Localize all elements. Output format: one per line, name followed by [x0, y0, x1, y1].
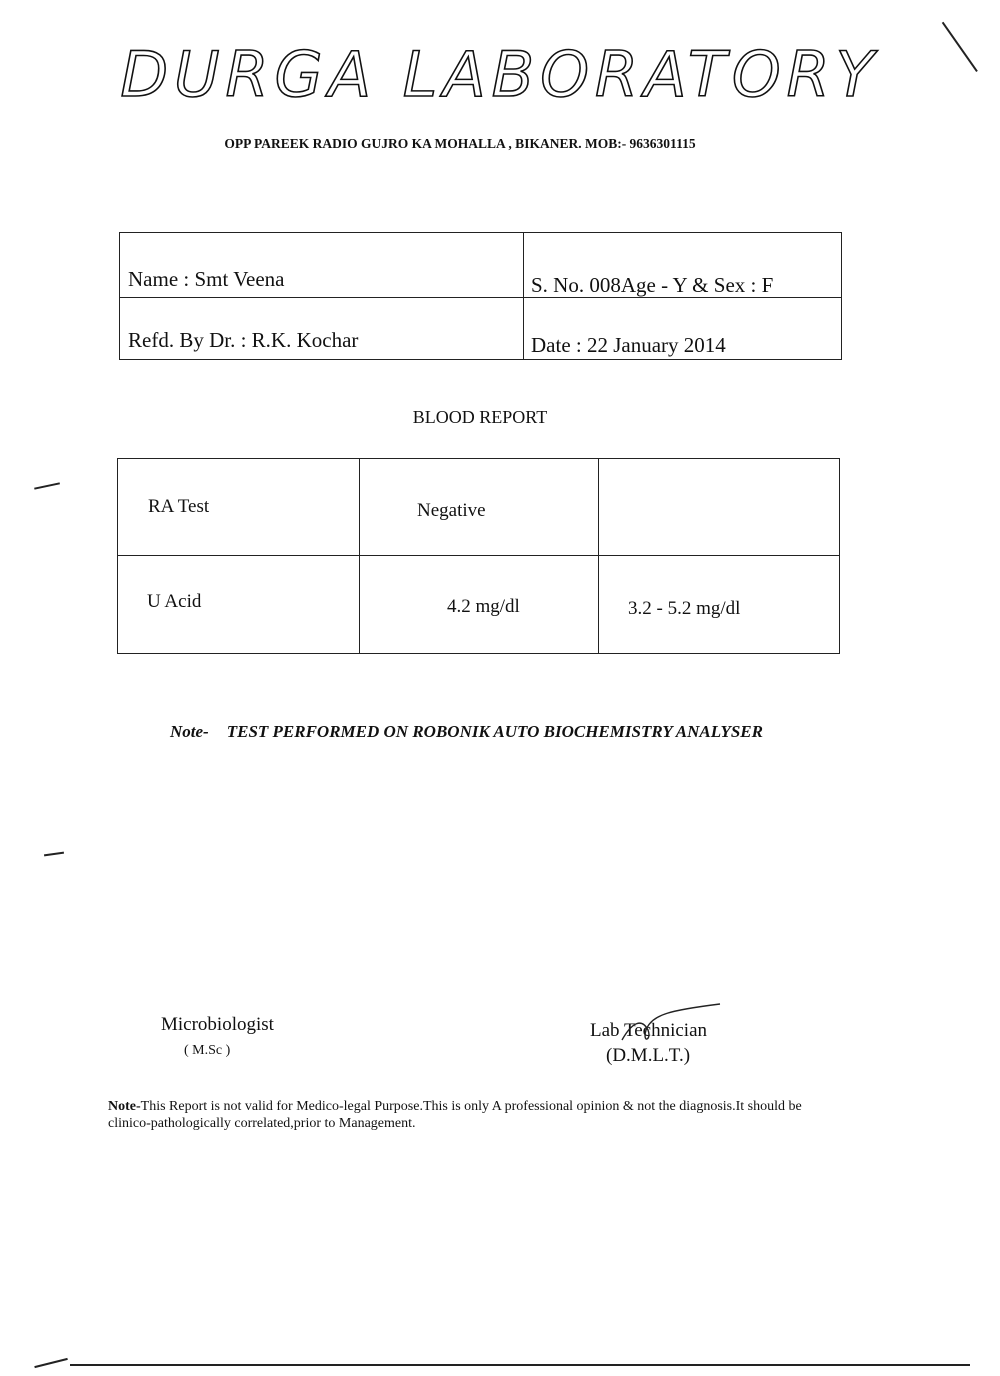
- info-box-divider-vertical: [523, 233, 524, 359]
- results-column-divider-1: [359, 459, 360, 653]
- note-label: Note-: [170, 722, 209, 741]
- report-title: BLOOD REPORT: [412, 407, 548, 427]
- microbiologist-qualification: ( M.Sc ): [184, 1043, 231, 1058]
- patient-serial-age-sex: S. No. 008Age - Y & Sex : F: [531, 273, 774, 297]
- disclaimer-text: This Report is not valid for Medico-legal Purpose.This is only A professional opinion & not the diagnosis.It should be clinico-pathologically correlated,prior to Management.: [108, 1099, 802, 1131]
- analyser-note: [170, 722, 763, 742]
- result-test-name: RA Test: [148, 496, 210, 517]
- patient-name: Name : Smt Veena: [128, 267, 285, 291]
- lab-logo-title: DURGA LABORATORY: [120, 38, 880, 111]
- referred-by-doctor: Refd. By Dr. : R.K. Kochar: [128, 328, 359, 352]
- bottom-edge-line: [70, 1364, 970, 1366]
- report-date: Date : 22 January 2014: [531, 333, 726, 357]
- note-text: TEST PERFORMED ON ROBONIK AUTO BIOCHEMISTRY ANALYSER: [226, 722, 763, 741]
- result-value: 4.2 mg/dl: [447, 596, 520, 617]
- lab-technician-title: Lab Technician: [590, 1020, 708, 1041]
- scan-mark: [34, 482, 60, 489]
- result-test-name: U Acid: [147, 591, 202, 612]
- lab-address: OPP PAREEK RADIO GUJRO KA MOHALLA , BIKANER. MOB:- 9636301115: [224, 136, 696, 151]
- patient-info-box: [119, 232, 842, 360]
- signature-scribble: [612, 1000, 732, 1050]
- scan-mark: [942, 22, 978, 72]
- scan-mark: [34, 1358, 67, 1368]
- result-value: Negative: [417, 500, 486, 521]
- microbiologist-title: Microbiologist: [161, 1014, 274, 1035]
- lab-technician-qualification: (D.M.L.T.): [606, 1045, 691, 1066]
- results-table: [117, 458, 840, 654]
- result-reference-range: 3.2 - 5.2 mg/dl: [628, 598, 741, 619]
- results-row-divider: [118, 555, 839, 556]
- results-column-divider-2: [598, 459, 599, 653]
- disclaimer: [108, 1098, 828, 1132]
- disclaimer-label: Note-: [108, 1099, 141, 1114]
- scan-mark: [44, 852, 64, 857]
